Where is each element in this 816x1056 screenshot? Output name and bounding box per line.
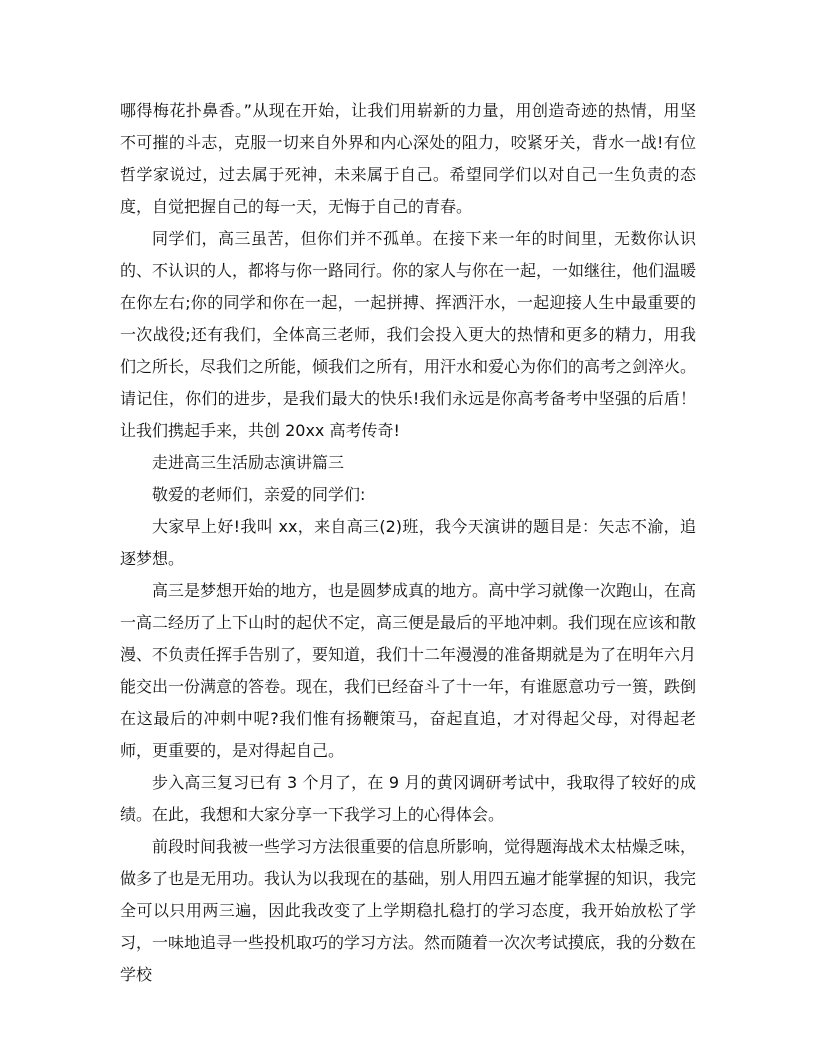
paragraph-encouragement: 同学们，高三虽苦，但你们并不孤单。在接下来一年的时间里，无数你认识的、不认识的人，都将与你一路同行。你的家人与你在一起，一如继往，他们温暖在你左右;你的同学和你在一起，一起拼搏、挥洒汗水，一起迎接人生中最重要的一次战役;还有我们，全体高三老师，我们会投入更大的热情和更多的精力，用我们之所长，尽我们之所能，倾我们之所有，用汗水和爱心为你们的高考之剑淬火。请记住，你们的进步，是我们最大的快乐!我们永远是你高考备考中坚强的后盾！让我们携起手来，共创 20xx 高考传奇! bbox=[120, 229, 697, 440]
salutation: 敬爱的老师们，亲爱的同学们: bbox=[152, 485, 366, 504]
paragraph-review: 步入高三复习已有 3 个月了，在 9 月的黄冈调研考试中，我取得了较好的成绩。在此，我想和大家分享一下我学习上的心得体会。 bbox=[120, 773, 696, 824]
paragraph-dream: 高三是梦想开始的地方，也是圆梦成真的地方。高中学习就像一次跑山，在高一高二经历了上下山时的起伏不定，高三便是最后的平地冲刺。我们现在应该和散漫、不负责任挥手告别了，要知道，我们十二年漫漫的准备期就是为了在明年六月能交出一份满意的答卷。现在，我们已经奋斗了十一年，有谁愿意功亏一篑，跌倒在这最后的冲刺中呢?我们惟有扬鞭策马，奋起直追，才对得起父母，对得起老师，更重要的，是对得起自己。 bbox=[120, 581, 697, 760]
section-heading: 走进高三生活励志演讲篇三 bbox=[152, 453, 345, 472]
paragraph-methods: 前段时间我被一些学习方法很重要的信息所影响，觉得题海战术太枯燥乏味，做多了也是无用功。我认为以我现在的基础，别人用四五遍才能掌握的知识，我完全可以只用两三遍，因此我改变了上学期稳扎稳打的学习态度，我开始放松了学习，一味地追寻一些投机取巧的学习方法。然而随着一次次考试摸底，我的分数在学校 bbox=[120, 837, 697, 984]
paragraph-introduction: 大家早上好!我叫 xx，来自高三(2)班，我今天演讲的题目是：矢志不渝，追逐梦想。 bbox=[120, 517, 696, 568]
document-body bbox=[120, 95, 696, 991]
paragraph-continuation: 哪得梅花扑鼻香。”从现在开始，让我们用崭新的力量，用创造奇迹的热情，用坚不可摧的斗志，克服一切来自外界和内心深处的阻力，咬紧牙关，背水一战!有位哲学家说过，过去属于死神，未来属于自己。希望同学们以对自己一生负责的态度，自觉把握自己的每一天，无悔于自己的青春。 bbox=[120, 101, 696, 216]
